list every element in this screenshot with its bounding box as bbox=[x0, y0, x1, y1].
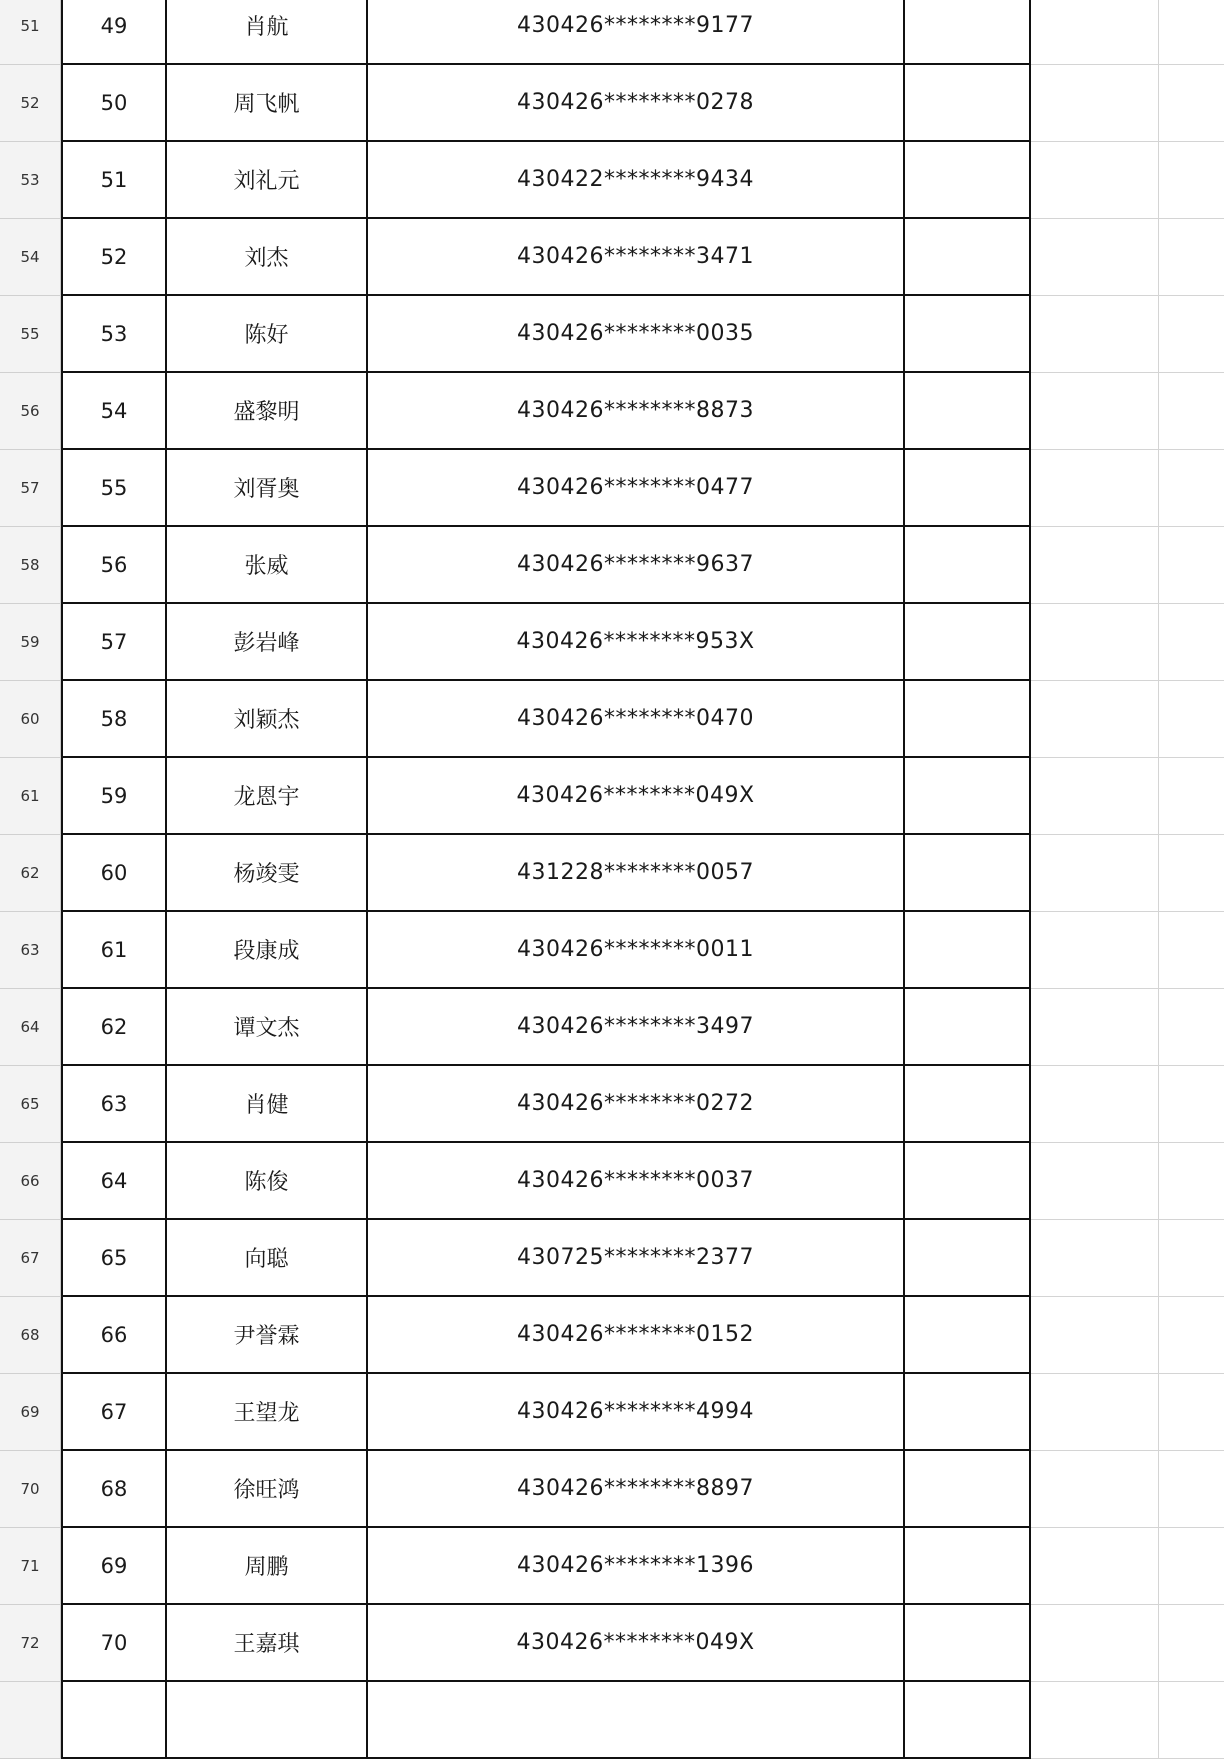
row-header[interactable]: 51 bbox=[0, 0, 61, 65]
row-header[interactable]: 69 bbox=[0, 1374, 61, 1451]
grid-cell[interactable] bbox=[1031, 1528, 1159, 1605]
row-header[interactable]: 53 bbox=[0, 142, 61, 219]
blank-cell[interactable] bbox=[905, 758, 1031, 835]
name-cell[interactable] bbox=[167, 1682, 368, 1759]
grid-cell[interactable] bbox=[1159, 296, 1224, 373]
name-cell[interactable]: 徐旺鸿 bbox=[167, 1451, 368, 1528]
grid-cell[interactable] bbox=[1159, 1220, 1224, 1297]
grid-cell[interactable] bbox=[1031, 1066, 1159, 1143]
table-row bbox=[0, 219, 1224, 296]
row-header[interactable]: 64 bbox=[0, 989, 61, 1066]
id-number-cell[interactable]: 430426********049X bbox=[368, 758, 905, 835]
id-number-cell[interactable]: 430426********0035 bbox=[368, 296, 905, 373]
table-row bbox=[0, 912, 1224, 989]
sequence-cell[interactable]: 64 bbox=[61, 1143, 167, 1220]
id-number-cell[interactable]: 430426********049X bbox=[368, 1605, 905, 1682]
row-header[interactable]: 70 bbox=[0, 1451, 61, 1528]
sequence-cell[interactable]: 63 bbox=[61, 1066, 167, 1143]
grid-cell[interactable] bbox=[1031, 912, 1159, 989]
id-number-cell[interactable]: 430426********0272 bbox=[368, 1066, 905, 1143]
row-header[interactable]: 59 bbox=[0, 604, 61, 681]
id-number-cell[interactable]: 430426********9637 bbox=[368, 527, 905, 604]
grid-cell[interactable] bbox=[1159, 835, 1224, 912]
row-header[interactable]: 60 bbox=[0, 681, 61, 758]
grid-cell[interactable] bbox=[1031, 835, 1159, 912]
grid-cell[interactable] bbox=[1031, 1220, 1159, 1297]
grid-cell[interactable] bbox=[1159, 758, 1224, 835]
table-row bbox=[0, 1297, 1224, 1374]
grid-cell[interactable] bbox=[1159, 989, 1224, 1066]
table-row bbox=[0, 1374, 1224, 1451]
id-number-cell[interactable]: 431228********0057 bbox=[368, 835, 905, 912]
name-cell[interactable]: 尹誉霖 bbox=[167, 1297, 368, 1374]
grid-cell[interactable] bbox=[1159, 142, 1224, 219]
grid-cell[interactable] bbox=[1031, 989, 1159, 1066]
blank-cell[interactable] bbox=[905, 527, 1031, 604]
sequence-cell[interactable]: 59 bbox=[61, 758, 167, 835]
grid-cell[interactable] bbox=[1031, 219, 1159, 296]
name-cell[interactable]: 杨竣雯 bbox=[167, 835, 368, 912]
sequence-cell[interactable]: 70 bbox=[61, 1605, 167, 1682]
name-cell[interactable]: 盛黎明 bbox=[167, 373, 368, 450]
grid-cell[interactable] bbox=[1031, 142, 1159, 219]
row-header[interactable]: 58 bbox=[0, 527, 61, 604]
blank-cell[interactable] bbox=[905, 1682, 1031, 1759]
sequence-cell[interactable]: 56 bbox=[61, 527, 167, 604]
name-cell[interactable]: 彭岩峰 bbox=[167, 604, 368, 681]
id-number-cell[interactable]: 430426********8873 bbox=[368, 373, 905, 450]
grid-cell[interactable] bbox=[1159, 1682, 1224, 1759]
name-cell[interactable]: 谭文杰 bbox=[167, 989, 368, 1066]
row-header[interactable]: 63 bbox=[0, 912, 61, 989]
sequence-cell[interactable]: 52 bbox=[61, 219, 167, 296]
grid-cell[interactable] bbox=[1159, 450, 1224, 527]
name-cell[interactable]: 周飞帆 bbox=[167, 65, 368, 142]
table-row bbox=[0, 604, 1224, 681]
sequence-cell[interactable] bbox=[61, 1682, 167, 1759]
grid-cell[interactable] bbox=[1031, 373, 1159, 450]
grid-cell[interactable] bbox=[1031, 65, 1159, 142]
blank-cell[interactable] bbox=[905, 219, 1031, 296]
table-row bbox=[0, 1220, 1224, 1297]
blank-cell[interactable] bbox=[905, 1066, 1031, 1143]
name-cell[interactable]: 陈好 bbox=[167, 296, 368, 373]
name-cell[interactable]: 刘礼元 bbox=[167, 142, 368, 219]
table-row bbox=[0, 1451, 1224, 1528]
id-number-cell[interactable]: 430426********0477 bbox=[368, 450, 905, 527]
sequence-cell[interactable]: 68 bbox=[61, 1451, 167, 1528]
table-row bbox=[0, 65, 1224, 142]
row-header[interactable]: 54 bbox=[0, 219, 61, 296]
grid-cell[interactable] bbox=[1031, 1143, 1159, 1220]
blank-cell[interactable] bbox=[905, 65, 1031, 142]
name-cell[interactable]: 周鹏 bbox=[167, 1528, 368, 1605]
grid-cell[interactable] bbox=[1159, 912, 1224, 989]
blank-cell[interactable] bbox=[905, 1220, 1031, 1297]
id-number-cell[interactable]: 430426********0152 bbox=[368, 1297, 905, 1374]
grid-cell[interactable] bbox=[1031, 1451, 1159, 1528]
sequence-cell[interactable]: 60 bbox=[61, 835, 167, 912]
grid-cell[interactable] bbox=[1159, 1297, 1224, 1374]
grid-cell[interactable] bbox=[1159, 1143, 1224, 1220]
row-header[interactable]: 68 bbox=[0, 1297, 61, 1374]
id-number-cell[interactable]: 430426********0278 bbox=[368, 65, 905, 142]
grid-cell[interactable] bbox=[1159, 373, 1224, 450]
blank-cell[interactable] bbox=[905, 450, 1031, 527]
table-row bbox=[0, 1605, 1224, 1682]
grid-cell[interactable] bbox=[1031, 1605, 1159, 1682]
grid-cell[interactable] bbox=[1031, 527, 1159, 604]
grid-cell[interactable] bbox=[1159, 1605, 1224, 1682]
sequence-cell[interactable]: 51 bbox=[61, 142, 167, 219]
row-header[interactable]: 62 bbox=[0, 835, 61, 912]
name-cell[interactable]: 向聪 bbox=[167, 1220, 368, 1297]
table-row bbox=[0, 527, 1224, 604]
sequence-cell[interactable]: 66 bbox=[61, 1297, 167, 1374]
row-header[interactable]: 66 bbox=[0, 1143, 61, 1220]
name-cell[interactable]: 肖健 bbox=[167, 1066, 368, 1143]
grid-cell[interactable] bbox=[1031, 0, 1159, 65]
name-cell[interactable]: 刘杰 bbox=[167, 219, 368, 296]
blank-cell[interactable] bbox=[905, 604, 1031, 681]
sequence-cell[interactable]: 57 bbox=[61, 604, 167, 681]
grid-cell[interactable] bbox=[1031, 758, 1159, 835]
table-row bbox=[0, 1143, 1224, 1220]
blank-cell[interactable] bbox=[905, 296, 1031, 373]
blank-cell[interactable] bbox=[905, 1528, 1031, 1605]
table-row bbox=[0, 758, 1224, 835]
id-number-cell[interactable]: 430426********953X bbox=[368, 604, 905, 681]
grid-cell[interactable] bbox=[1159, 0, 1224, 65]
table-row bbox=[0, 296, 1224, 373]
row-header[interactable]: 57 bbox=[0, 450, 61, 527]
grid-cell[interactable] bbox=[1159, 681, 1224, 758]
name-cell[interactable]: 陈俊 bbox=[167, 1143, 368, 1220]
id-number-cell[interactable]: 430426********0470 bbox=[368, 681, 905, 758]
sequence-cell[interactable]: 49 bbox=[61, 0, 167, 65]
row-header[interactable]: 65 bbox=[0, 1066, 61, 1143]
grid-cell[interactable] bbox=[1031, 1682, 1159, 1759]
grid-cell[interactable] bbox=[1159, 1374, 1224, 1451]
id-number-cell[interactable]: 430725********2377 bbox=[368, 1220, 905, 1297]
id-number-cell[interactable]: 430422********9434 bbox=[368, 142, 905, 219]
name-cell[interactable]: 王嘉琪 bbox=[167, 1605, 368, 1682]
grid-cell[interactable] bbox=[1159, 219, 1224, 296]
grid-cell[interactable] bbox=[1031, 604, 1159, 681]
blank-cell[interactable] bbox=[905, 835, 1031, 912]
table-row bbox=[0, 1066, 1224, 1143]
row-header[interactable]: 52 bbox=[0, 65, 61, 142]
row-header[interactable]: 72 bbox=[0, 1605, 61, 1682]
sequence-cell[interactable]: 61 bbox=[61, 912, 167, 989]
grid-cell[interactable] bbox=[1031, 1297, 1159, 1374]
id-number-cell[interactable] bbox=[368, 1682, 905, 1759]
sequence-cell[interactable]: 65 bbox=[61, 1220, 167, 1297]
table-row bbox=[0, 1682, 1224, 1759]
id-number-cell[interactable]: 430426********3471 bbox=[368, 219, 905, 296]
row-header[interactable]: 67 bbox=[0, 1220, 61, 1297]
id-number-cell[interactable]: 430426********8897 bbox=[368, 1451, 905, 1528]
table-row bbox=[0, 142, 1224, 219]
grid-cell[interactable] bbox=[1031, 450, 1159, 527]
table-row bbox=[0, 681, 1224, 758]
sequence-cell[interactable]: 53 bbox=[61, 296, 167, 373]
row-header[interactable]: 55 bbox=[0, 296, 61, 373]
id-number-cell[interactable]: 430426********4994 bbox=[368, 1374, 905, 1451]
blank-cell[interactable] bbox=[905, 1605, 1031, 1682]
id-number-cell[interactable]: 430426********9177 bbox=[368, 0, 905, 65]
table-row bbox=[0, 0, 1224, 65]
name-cell[interactable]: 张威 bbox=[167, 527, 368, 604]
sequence-cell[interactable]: 62 bbox=[61, 989, 167, 1066]
grid-cell[interactable] bbox=[1031, 1374, 1159, 1451]
grid-cell[interactable] bbox=[1159, 1528, 1224, 1605]
blank-cell[interactable] bbox=[905, 0, 1031, 65]
name-cell[interactable]: 肖航 bbox=[167, 0, 368, 65]
sequence-cell[interactable]: 67 bbox=[61, 1374, 167, 1451]
table-row bbox=[0, 835, 1224, 912]
blank-cell[interactable] bbox=[905, 1297, 1031, 1374]
grid-cell[interactable] bbox=[1159, 1451, 1224, 1528]
blank-cell[interactable] bbox=[905, 373, 1031, 450]
sequence-cell[interactable]: 50 bbox=[61, 65, 167, 142]
blank-cell[interactable] bbox=[905, 1451, 1031, 1528]
name-cell[interactable]: 段康成 bbox=[167, 912, 368, 989]
blank-cell[interactable] bbox=[905, 989, 1031, 1066]
blank-cell[interactable] bbox=[905, 912, 1031, 989]
sequence-cell[interactable]: 55 bbox=[61, 450, 167, 527]
id-number-cell[interactable]: 430426********0037 bbox=[368, 1143, 905, 1220]
name-cell[interactable]: 王望龙 bbox=[167, 1374, 368, 1451]
table-row bbox=[0, 373, 1224, 450]
table-row bbox=[0, 1528, 1224, 1605]
sequence-cell[interactable]: 69 bbox=[61, 1528, 167, 1605]
sequence-cell[interactable]: 58 bbox=[61, 681, 167, 758]
name-cell[interactable]: 刘颖杰 bbox=[167, 681, 368, 758]
blank-cell[interactable] bbox=[905, 681, 1031, 758]
grid-cell[interactable] bbox=[1159, 1066, 1224, 1143]
row-header[interactable]: 71 bbox=[0, 1528, 61, 1605]
blank-cell[interactable] bbox=[905, 142, 1031, 219]
grid-cell[interactable] bbox=[1031, 681, 1159, 758]
row-header[interactable]: 56 bbox=[0, 373, 61, 450]
sequence-cell[interactable]: 54 bbox=[61, 373, 167, 450]
blank-cell[interactable] bbox=[905, 1143, 1031, 1220]
table-row bbox=[0, 989, 1224, 1066]
table-row bbox=[0, 450, 1224, 527]
grid-cell[interactable] bbox=[1159, 65, 1224, 142]
grid-cell[interactable] bbox=[1159, 604, 1224, 681]
id-number-cell[interactable]: 430426********1396 bbox=[368, 1528, 905, 1605]
id-number-cell[interactable]: 430426********3497 bbox=[368, 989, 905, 1066]
name-cell[interactable]: 刘胥奥 bbox=[167, 450, 368, 527]
grid-cell[interactable] bbox=[1031, 296, 1159, 373]
name-cell[interactable]: 龙恩宇 bbox=[167, 758, 368, 835]
row-header[interactable] bbox=[0, 1682, 61, 1759]
blank-cell[interactable] bbox=[905, 1374, 1031, 1451]
grid-cell[interactable] bbox=[1159, 527, 1224, 604]
row-header[interactable]: 61 bbox=[0, 758, 61, 835]
id-number-cell[interactable]: 430426********0011 bbox=[368, 912, 905, 989]
